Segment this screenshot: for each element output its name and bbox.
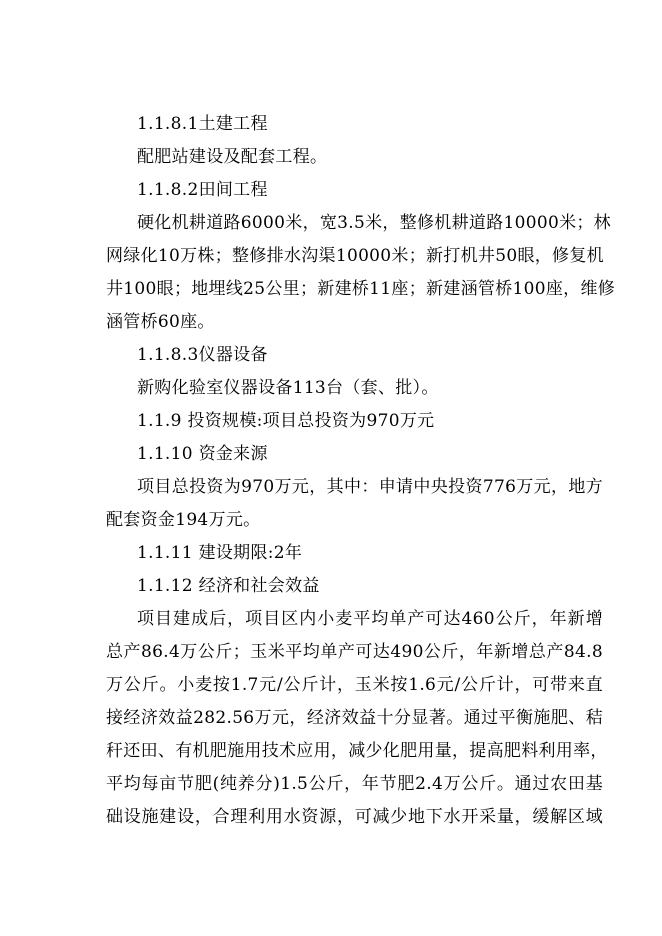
paragraph-line: 接经济效益282.56万元，经济效益十分显著。通过平衡施肥、秸: [106, 708, 603, 728]
paragraph-line: 平均每亩节肥(纯养分)1.5公斤，年节肥2.4万公斤。通过农田基: [106, 774, 603, 794]
section-heading-1-1-8-2: 1.1.8.2田间工程: [137, 180, 268, 200]
paragraph-line: 万公斤。小麦按1.7元/公斤计，玉米按1.6元/公斤计，可带来直: [106, 675, 603, 695]
paragraph-line: 硬化机耕道路6000米，宽3.5米，整修机耕道路10000米；林: [137, 213, 611, 233]
paragraph-line: 配肥站建设及配套工程。: [137, 147, 328, 167]
paragraph-line: 网绿化10万株；整修排水沟渠10000米；新打机井50眼，修复机: [106, 246, 604, 266]
paragraph-line: 涵管桥60座。: [106, 312, 215, 332]
paragraph-line: 秆还田、有机肥施用技术应用，减少化肥用量，提高肥料利用率，: [106, 741, 608, 761]
section-heading-1-1-8-1: 1.1.8.1土建工程: [137, 114, 268, 134]
section-heading-1-1-10: 1.1.10 资金来源: [137, 444, 268, 464]
section-heading-1-1-8-3: 1.1.8.3仪器设备: [137, 345, 268, 365]
paragraph-line: 新购化验室仪器设备113台（套、批）。: [137, 378, 439, 398]
paragraph-line: 础设施建设，合理利用水资源，可减少地下水开采量，缓解区域: [106, 807, 603, 827]
section-heading-1-1-9: 1.1.9 投资规模:项目总投资为970万元: [137, 411, 435, 431]
paragraph-line: 井100眼；地埋线25公里；新建桥11座；新建涵管桥100座，维修: [106, 279, 616, 299]
paragraph-line: 项目总投资为970万元，其中：申请中央投资776万元，地方: [137, 477, 603, 497]
section-heading-1-1-11: 1.1.11 建设期限:2年: [137, 543, 303, 563]
paragraph-line: 总产86.4万公斤；玉米平均单产可达490公斤，年新增总产84.8: [106, 642, 603, 662]
section-heading-1-1-12: 1.1.12 经济和社会效益: [137, 576, 320, 596]
paragraph-line: 项目建成后，项目区内小麦平均单产可达460公斤，年新增: [137, 609, 603, 629]
paragraph-line: 配套资金194万元。: [106, 510, 261, 530]
